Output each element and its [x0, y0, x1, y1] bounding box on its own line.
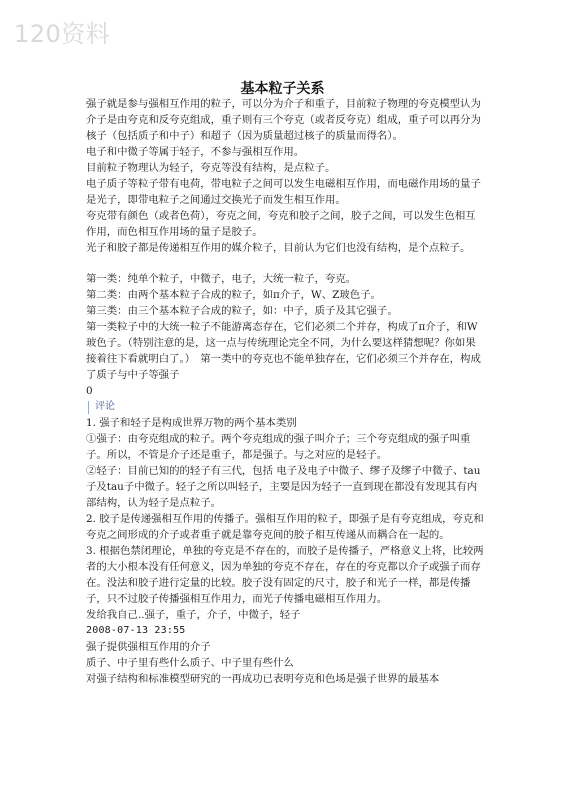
comment-item: 2. 胶子是传递强相互作用的传播子。强相互作用的粒子，即强子是有夸克组成，夸克和夸克之间形成的介子或者重子就是靠夸克间的胶子相互传递从而耦合在一起的。: [86, 513, 484, 541]
class-line: 第一类：纯单个粒子，中微子，电子，大统一粒子，夸克。: [86, 273, 357, 285]
comment-item: ②轻子：目前已知的的轻子有三代，包括 电子及电子中微子、缪子及缪子中微子、tau子及tau子中微子。轻子之所以叫轻子，主要是因为轻子一直到现在都没有发现其有内部结构，认为轻子是点粒子。: [86, 465, 481, 509]
footer-tags: 发给我自己..强子，重子，介子，中微子，轻子: [86, 609, 301, 621]
document-body: [86, 96, 486, 687]
spacer: [86, 256, 486, 271]
paragraph: 强子就是参与强相互作用的粒子，可以分为介子和重子，目前粒子物理的夸克模型认为介子是由夸克和反夸克组成，重子则有三个夸克（或者反夸克）组成，重子可以再分为核子（包括质子和中子）和超子（因为质量超过核子的质量而得名）。: [86, 98, 481, 142]
comment-divider: [88, 401, 89, 414]
class-line: 第三类：由三个基本粒子合成的粒子，如：中子，质子及其它强子。: [86, 305, 398, 317]
zero-marker: 0: [86, 385, 93, 397]
paragraph: 夸克带有颜色（或者色荷），夸克之间，夸克和胶子之间，胶子之间，可以发生色相互作用，而色相互作用场的量子是胶子。: [86, 210, 476, 238]
paragraph: 目前粒子物理认为轻子，夸克等没有结构，是点粒子。: [86, 162, 336, 174]
class-line: 第一类粒子中的大统一粒子不能游离态存在，它们必须二个并存，构成了π介子，和W玻色子。（特别注意的是，这一点与传统理论完全不同，为什么要这样猜想呢？你如果接着往下看就明白了。） 第一类中的夸克也不能单独存在，它们必须三个并存在，构成了质子与中子等强子: [86, 321, 481, 381]
comment-item: ①强子：由夸克组成的粒子。两个夸克组成的强子叫介子；三个夸克组成的强子叫重子。所以，不管是介子还是重子，都是强子。与之对应的是轻子。: [86, 433, 471, 461]
footer-line: 对强子结构和标准模型研究的一再成功已表明夸克和色场是强子世界的最基本: [86, 673, 440, 685]
page-title: 基本粒子关系: [240, 81, 325, 97]
comment-header[interactable]: [86, 399, 486, 415]
paragraph: 光子和胶子都是传递相互作用的媒介粒子，目前认为它们也没有结构，是个点粒子。: [86, 242, 471, 254]
footer-date: 2008-07-13 23:55: [86, 625, 186, 636]
class-line: 第二类：由两个基本粒子合成的粒子，如π介子，W、Z玻色子。: [86, 289, 381, 301]
comment-link[interactable]: 评论: [95, 401, 115, 412]
watermark: 120资料: [14, 20, 111, 48]
footer-line: 强子提供强相互作用的介子: [86, 641, 211, 653]
paragraph: 电子质子等粒子带有电荷，带电粒子之间可以发生电磁相互作用，而电磁作用场的量子是光子，即带电粒子之间通过交换光子而发生相互作用。: [86, 178, 481, 206]
comment-item: 1. 强子和轻子是构成世界万物的两个基本类别: [86, 417, 297, 429]
footer-line: 质子、中子里有些什么质子、中子里有些什么: [86, 657, 294, 669]
paragraph: 电子和中微子等属于轻子，不参与强相互作用。: [86, 146, 305, 158]
comment-item: 3. 根据色禁闭理论，单独的夸克是不存在的，而胶子是传播子，严格意义上将，比较两者的大小根本没有任何意义，因为单独的夸克不存在，存在的夸克都以介子或强子而存在。没法和胶子进行定量的比较。胶子没有固定的尺寸，胶子和光子一样，都是传播子，只不过胶子传播强相互作用力，而光子传播电磁相互作用力。: [86, 545, 484, 605]
